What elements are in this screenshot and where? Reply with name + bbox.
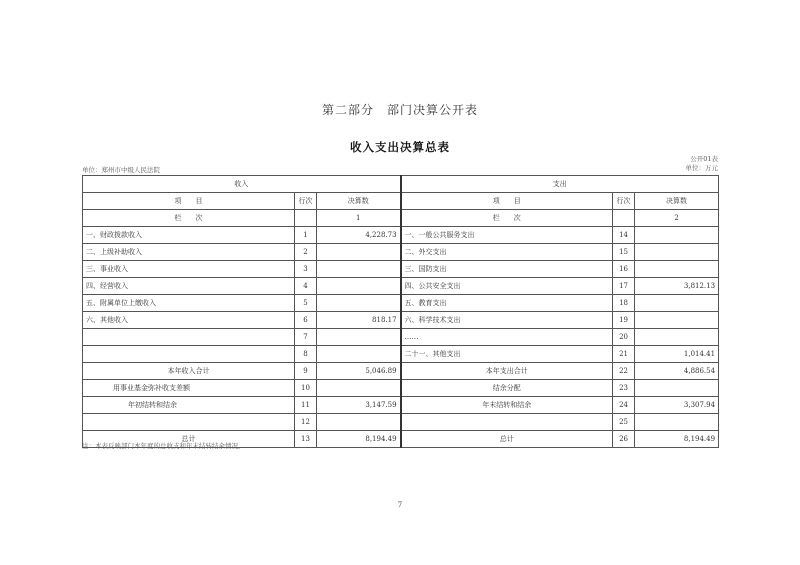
- expense-row-number: 21: [613, 346, 635, 363]
- income-item-header: 项 目: [83, 193, 295, 210]
- income-item-label: 总计: [83, 431, 295, 448]
- expense-item-label: 年末结转和结余: [401, 397, 613, 414]
- expense-item-label: 四、公共安全支出: [401, 278, 613, 295]
- header-row-sections: [83, 176, 719, 193]
- expense-column-label: 栏 次: [401, 210, 613, 227]
- expense-amount: 3,812.13: [635, 278, 719, 295]
- income-amount: [317, 295, 401, 312]
- income-row-number: 13: [295, 431, 317, 448]
- expense-empty-cell: [613, 210, 635, 227]
- income-row-number: 11: [295, 397, 317, 414]
- income-rowno-header: 行次: [295, 193, 317, 210]
- income-amount: [317, 346, 401, 363]
- income-amount: 4,228.73: [317, 227, 401, 244]
- expense-row-number: 14: [613, 227, 635, 244]
- income-item-label: 三、事业收入: [83, 261, 295, 278]
- expense-item-label: 五、教育支出: [401, 295, 613, 312]
- expense-item-label: 结余分配: [401, 380, 613, 397]
- expense-item-label: 二十一、其他支出: [401, 346, 613, 363]
- expense-amount: [635, 295, 719, 312]
- income-row-number: 3: [295, 261, 317, 278]
- expense-item-label: 二、外交支出: [401, 244, 613, 261]
- income-item-label: 五、附属单位上缴收入: [83, 295, 295, 312]
- expense-amount: [635, 414, 719, 431]
- income-item-label: [83, 414, 295, 431]
- income-item-label: [83, 329, 295, 346]
- income-item-label: 用事业基金弥补收支差额: [83, 380, 295, 397]
- expense-item-header: 项 目: [401, 193, 613, 210]
- income-item-label: [83, 346, 295, 363]
- table-note: 注：本表反映部门本年度的总收支和年末结转结余情况。: [82, 442, 245, 450]
- expense-row-number: 23: [613, 380, 635, 397]
- expense-amount: 3,307.94: [635, 397, 719, 414]
- income-item-label: 六、其他收入: [83, 312, 295, 329]
- form-code: 公开01表: [690, 155, 718, 163]
- income-row-number: 8: [295, 346, 317, 363]
- income-row-number: 9: [295, 363, 317, 380]
- income-amount: [317, 278, 401, 295]
- income-row-number: 10: [295, 380, 317, 397]
- income-amount: [317, 261, 401, 278]
- table-row: [83, 261, 719, 278]
- income-row-number: 5: [295, 295, 317, 312]
- expense-item-label: 总计: [401, 431, 613, 448]
- income-row-number: 2: [295, 244, 317, 261]
- table-row: [83, 244, 719, 261]
- income-amount: [317, 380, 401, 397]
- expense-item-label: 一、一般公共服务支出: [401, 227, 613, 244]
- income-row-number: 7: [295, 329, 317, 346]
- income-row-number: 6: [295, 312, 317, 329]
- expense-row-number: 20: [613, 329, 635, 346]
- table-row: [83, 363, 719, 380]
- income-header: 收入: [83, 176, 401, 193]
- expense-item-label: [401, 414, 613, 431]
- income-amount: 818.17: [317, 312, 401, 329]
- unit-label: 单位：万元: [685, 164, 718, 172]
- header-row-colno: [83, 210, 719, 227]
- table-row: [83, 278, 719, 295]
- table-row: [83, 380, 719, 397]
- income-item-label: 四、经营收入: [83, 278, 295, 295]
- expense-item-label: ……: [401, 329, 613, 346]
- table-row: [83, 346, 719, 363]
- expense-amount: 1,014.41: [635, 346, 719, 363]
- income-amount: 5,046.89: [317, 363, 401, 380]
- expense-item-label: 三、国防支出: [401, 261, 613, 278]
- expense-row-number: 22: [613, 363, 635, 380]
- table-row: [83, 295, 719, 312]
- expense-row-number: 15: [613, 244, 635, 261]
- expense-amount: 8,194.49: [635, 431, 719, 448]
- expense-row-number: 25: [613, 414, 635, 431]
- expense-amount: [635, 312, 719, 329]
- income-row-number: 4: [295, 278, 317, 295]
- expense-row-number: 19: [613, 312, 635, 329]
- income-column-label: 栏 次: [83, 210, 295, 227]
- income-amount: 8,194.49: [317, 431, 401, 448]
- table-row: [83, 329, 719, 346]
- expense-item-label: 六、科学技术支出: [401, 312, 613, 329]
- part-title: 第二部分 部门决算公开表: [321, 103, 478, 117]
- expense-item-label: 本年支出合计: [401, 363, 613, 380]
- expense-amount-header: 决算数: [635, 193, 719, 210]
- income-item-label: 年初结转和结余: [83, 397, 295, 414]
- income-amount: 3,147.59: [317, 397, 401, 414]
- expense-column-number: 2: [635, 210, 719, 227]
- income-item-label: 本年收入合计: [83, 363, 295, 380]
- expense-rowno-header: 行次: [613, 193, 635, 210]
- expense-amount: 4,886.54: [635, 363, 719, 380]
- page-number: 7: [397, 501, 403, 509]
- header-row-columns: [83, 193, 719, 210]
- income-column-number: 1: [317, 210, 401, 227]
- expense-row-number: 26: [613, 431, 635, 448]
- expense-amount: [635, 329, 719, 346]
- expense-row-number: 24: [613, 397, 635, 414]
- expense-amount: [635, 244, 719, 261]
- table-row: [83, 414, 719, 431]
- income-row-number: 1: [295, 227, 317, 244]
- income-item-label: 二、上级补助收入: [83, 244, 295, 261]
- income-amount: [317, 414, 401, 431]
- table-row: [83, 397, 719, 414]
- expense-amount: [635, 227, 719, 244]
- income-empty-cell: [295, 210, 317, 227]
- org-label: 单位：郑州市中级人民法院: [82, 166, 160, 174]
- expense-row-number: 16: [613, 261, 635, 278]
- expense-header: 支出: [401, 176, 719, 193]
- table-title: 收入支出决算总表: [350, 140, 450, 154]
- income-amount: [317, 244, 401, 261]
- expense-amount: [635, 261, 719, 278]
- income-amount: [317, 329, 401, 346]
- expense-amount: [635, 380, 719, 397]
- income-item-label: 一、财政拨款收入: [83, 227, 295, 244]
- expense-row-number: 17: [613, 278, 635, 295]
- income-expense-table: [82, 175, 719, 448]
- income-row-number: 12: [295, 414, 317, 431]
- table-row: [83, 312, 719, 329]
- table-row: [83, 227, 719, 244]
- expense-row-number: 18: [613, 295, 635, 312]
- income-amount-header: 决算数: [317, 193, 401, 210]
